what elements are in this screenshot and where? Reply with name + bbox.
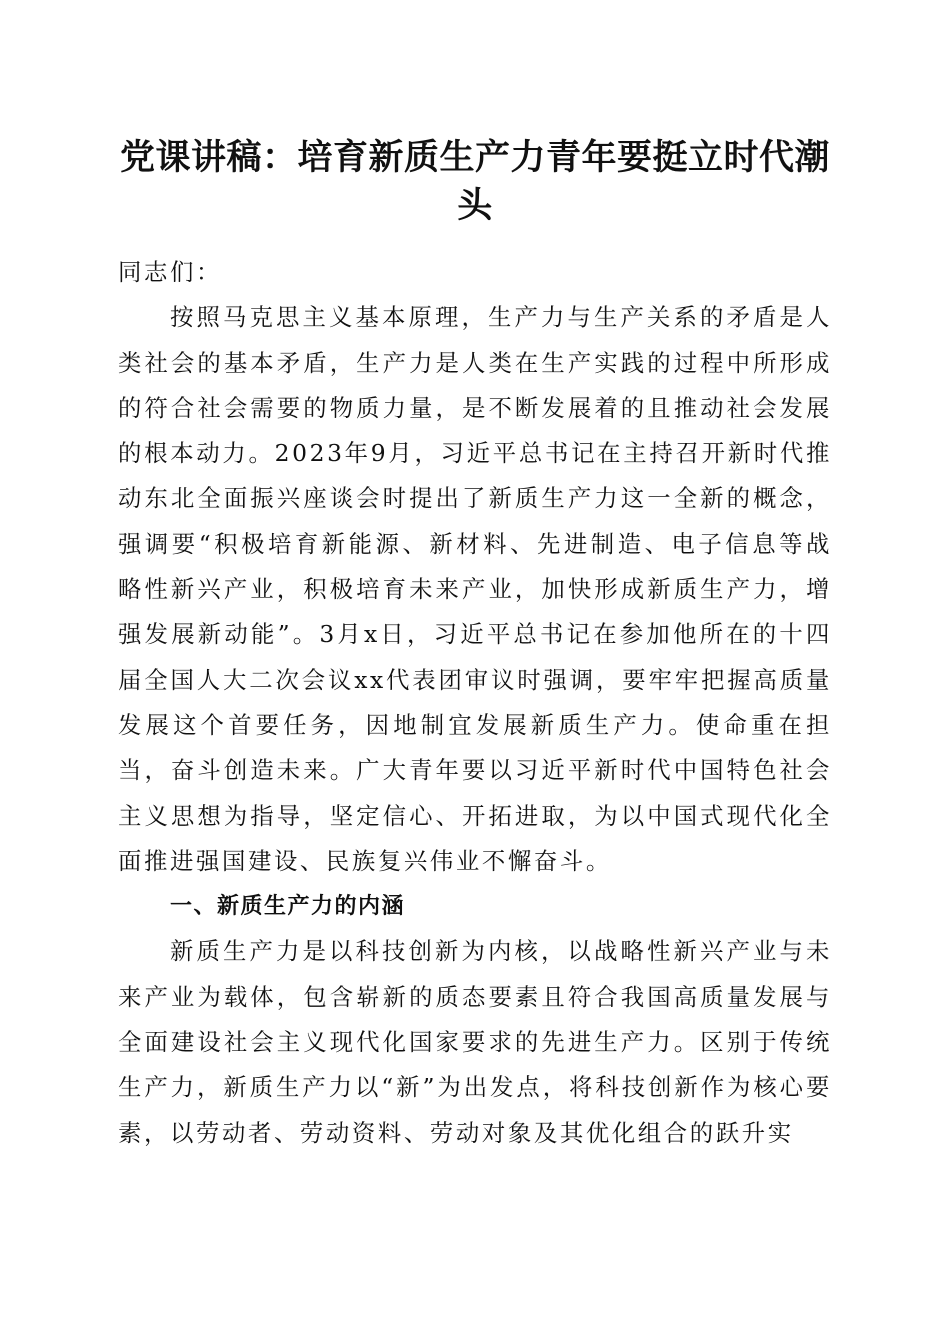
salutation: 同志们： (118, 258, 222, 286)
section-heading-1: 一、新质生产力的内涵 (170, 894, 406, 920)
document-body (118, 250, 832, 1156)
document-title: 党课讲稿：培育新质生产力青年要挺立时代潮头 (119, 137, 830, 226)
paragraph-section-1: 新质生产力是以科技创新为内核，以战略性新兴产业与未来产业为载体，包含崭新的质态要素且符合我国高质量发展与全面建设社会主义现代化国家要求的先进生产力。区别于传统生产力，新质生产力以“新”为出发点，将科技创新作为核心要素，以劳动者、劳动资料、劳动对象及其优化组合的跃升实 (118, 937, 832, 1147)
paragraph-intro: 按照马克思主义基本原理，生产力与生产关系的矛盾是人类社会的基本矛盾，生产力是人类在生产实践的过程中所形成的符合社会需要的物质力量，是不断发展着的且推动社会发展的根本动力。2023年9月，习近平总书记在主持召开新时代推动东北全面振兴座谈会时提出了新质生产力这一全新的概念，强调要“积极培育新能源、新材料、先进制造、电子信息等战略性新兴产业，积极培育未来产业，加快形成新质生产力，增强发展新动能”。3月x日，习近平总书记在参加他所在的十四届全国人大二次会议xx代表团审议时强调，要牢牢把握高质量发展这个首要任务，因地制宜发展新质生产力。使命重在担当，奋斗创造未来。广大青年要以习近平新时代中国特色社会主义思想为指导，坚定信心、开拓进取，为以中国式现代化全面推进强国建设、民族复兴伟业不懈奋斗。 (118, 303, 832, 875)
